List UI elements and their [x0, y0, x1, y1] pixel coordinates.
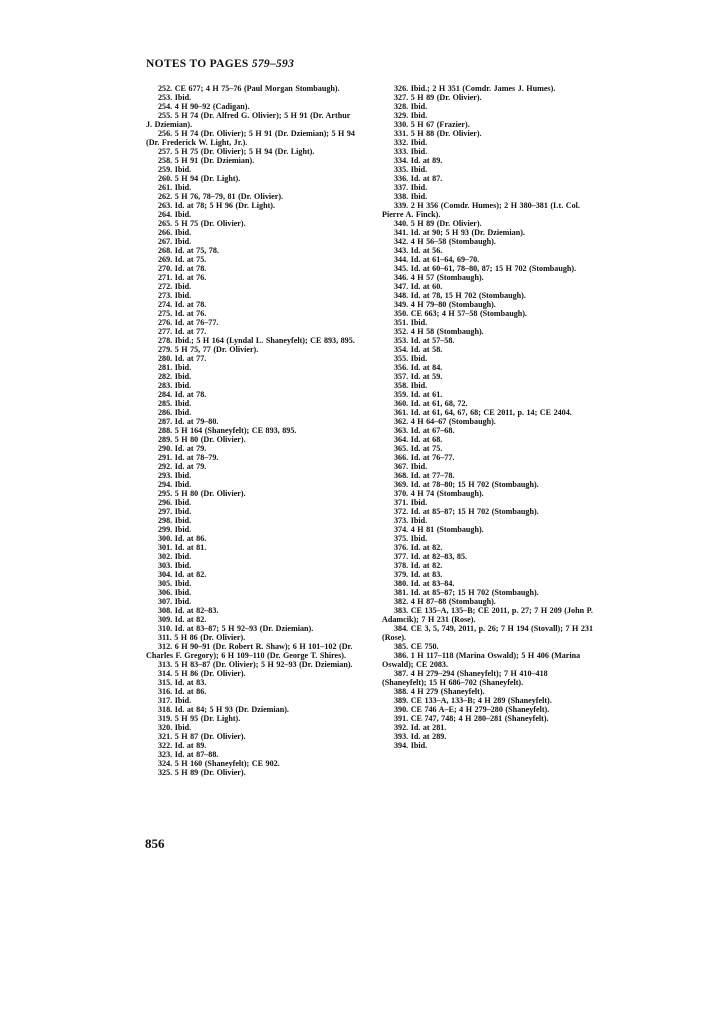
footnote-entry: 346. 4 H 57 (Stombaugh). [394, 273, 484, 282]
footnote-entry: 270. Id. at 78. [158, 264, 207, 273]
footnote-entry: 277. Id. at 77. [158, 327, 207, 336]
footnote-entry: 367. Ibid. [394, 462, 428, 471]
footnote-entry: 347. Id. at 60. [394, 282, 443, 291]
footnote-entry: 288. 5 H 164 (Shaneyfelt); CE 893, 895. [158, 426, 297, 435]
footnote-entry: 259. Ibid. [158, 165, 192, 174]
footnote-entry: 333. Ibid. [394, 147, 428, 156]
footnote-entry: 299. Ibid. [158, 525, 192, 534]
footnote-entry: 393. Id. at 289. [394, 732, 447, 741]
footnote-entry: 356. Id. at 84. [394, 363, 443, 372]
footnote-entry: 283. Ibid. [158, 381, 192, 390]
footnote-entry: 295. 5 H 80 (Dr. Olivier). [158, 489, 246, 498]
footnote-entry: 376. Id. at 82. [394, 543, 443, 552]
footnote-entry: 254. 4 H 90–92 (Cadigan). [158, 102, 250, 111]
notes-column-right [382, 84, 594, 750]
footnote-entry: 321. 5 H 87 (Dr. Olivier). [158, 732, 246, 741]
footnote-entry: 352. 4 H 58 (Stombaugh). [394, 327, 484, 336]
footnote-entry: 328. Ibid. [394, 102, 428, 111]
footnote-entry: 392. Id. at 281. [394, 723, 447, 732]
footnote-entry: 325. 5 H 89 (Dr. Olivier). [158, 768, 246, 777]
footnote-entry: 362. 4 H 64–67 (Stombaugh). [394, 417, 496, 426]
footnote-entry: 315. Id. at 83. [158, 678, 207, 687]
footnote-entry: 329. Ibid. [394, 111, 428, 120]
footnote-entry: 355. Ibid. [394, 354, 428, 363]
footnote-entry: 261. Ibid. [158, 183, 192, 192]
footnote-entry: 303. Ibid. [158, 561, 192, 570]
footnote-entry: 361. Id. at 61, 64, 67, 68; CE 2011, p. 14; CE 2404. [394, 408, 572, 417]
footnote-entry: 294. Ibid. [158, 480, 192, 489]
footnote-entry: 358. Ibid. [394, 381, 428, 390]
footnote-entry: 297. Ibid. [158, 507, 192, 516]
footnote-entry: 320. Ibid. [158, 723, 192, 732]
footnote-entry: 264. Ibid. [158, 210, 192, 219]
footnote-entry: 308. Id. at 82–83. [158, 606, 219, 615]
footnote-entry: 378. Id. at 82. [394, 561, 443, 570]
footnote-entry: 342. 4 H 56–58 (Stombaugh). [394, 237, 496, 246]
footnote-entry: 316. Id. at 86. [158, 687, 207, 696]
footnote-entry: 382. 4 H 87–88 (Stombaugh). [394, 597, 496, 606]
footnote-entry: 290. Id. at 79. [158, 444, 207, 453]
footnote-entry: 343. Id. at 56. [394, 246, 443, 255]
footnote-entry: 298. Ibid. [158, 516, 192, 525]
footnote-entry: 332. Ibid. [394, 138, 428, 147]
footnote-entry: 350. CE 663; 4 H 57–58 (Stombaugh). [394, 309, 527, 318]
footnote-entry: 313. 5 H 83–87 (Dr. Olivier); 5 H 92–93 (Dr. Dziemian). [158, 660, 353, 669]
footnote-entry: 272. Ibid. [158, 282, 192, 291]
footnote-entry: 286. Ibid. [158, 408, 192, 417]
footnote-entry: 353. Id. at 57–58. [394, 336, 455, 345]
footnote-entry: 317. Ibid. [158, 696, 192, 705]
footnote-entry: 337. Ibid. [394, 183, 428, 192]
footnote-entry: 273. Ibid. [158, 291, 192, 300]
footnote-entry: 379. Id. at 83. [394, 570, 443, 579]
footnote-entry: 348. Id. at 78, 15 H 702 (Stombaugh). [394, 291, 526, 300]
footnote-entry: 284. Id. at 78. [158, 390, 207, 399]
footnote-entry: 390. CE 746 A–E; 4 H 279–280 (Shaneyfelt). [394, 705, 550, 714]
footnote-entry: 366. Id. at 76–77. [394, 453, 455, 462]
footnote-entry: 386. 1 H 117–118 (Marina Oswald); 5 H 406 (Marina Oswald); CE 2083. [382, 651, 581, 669]
footnote-entry: 340. 5 H 89 (Dr. Olivier). [394, 219, 482, 228]
footnote-entry: 359. Id. at 61. [394, 390, 443, 399]
footnote-entry: 310. Id. at 83–87; 5 H 92–93 (Dr. Dziemian). [158, 624, 314, 633]
footnote-entry: 334. Id. at 89. [394, 156, 443, 165]
footnote-entry: 291. Id. at 78–79. [158, 453, 219, 462]
footnote-entry: 280. Id. at 77. [158, 354, 207, 363]
footnote-entry: 274. Id. at 78. [158, 300, 207, 309]
footnote-entry: 311. 5 H 86 (Dr. Olivier). [158, 633, 246, 642]
footnote-entry: 301. Id. at 81. [158, 543, 207, 552]
footnote-entry: 269. Id. at 75. [158, 255, 207, 264]
footnote-entry: 385. CE 750. [394, 642, 439, 651]
footnote-entry: 388. 4 H 279 (Shaneyfelt). [394, 687, 485, 696]
footnote-entry: 384. CE 3, 5, 749, 2011, p. 26; 7 H 194 (Stovall); 7 H 231 (Rose). [382, 624, 594, 642]
footnote-entry: 258. 5 H 91 (Dr. Dziemian). [158, 156, 255, 165]
header-title: NOTES TO PAGES [146, 58, 249, 70]
footnote-entry: 369. Id. at 78–80; 15 H 702 (Stombaugh). [394, 480, 539, 489]
footnote-entry: 344. Id. at 61–64, 69–70. [394, 255, 480, 264]
footnote-entry: 326. Ibid.; 2 H 351 (Comdr. James J. Humes). [394, 84, 556, 93]
footnote-entry: 372. Id. at 85–87; 15 H 702 (Stombaugh). [394, 507, 539, 516]
footnote-entry: 383. CE 135–A, 135–B; CE 2011, p. 27; 7 H 209 (John P. Adamcik); 7 H 231 (Rose). [382, 606, 593, 624]
footnote-entry: 368. Id. at 77–78. [394, 471, 455, 480]
footnote-entry: 391. CE 747, 748; 4 H 280–281 (Shaneyfelt). [394, 714, 549, 723]
footnote-entry: 373. Ibid. [394, 516, 428, 525]
footnote-entry: 365. Id. at 75. [394, 444, 443, 453]
page-number: 856 [145, 836, 165, 851]
header-page-range: 579–593 [251, 58, 295, 70]
footnote-entry: 312. 6 H 90–91 (Dr. Robert R. Shaw); 6 H 101–102 (Dr. Charles F. Gregory); 6 H 109–110 (Dr. George T. Shires). [146, 642, 353, 660]
footnote-entry: 257. 5 H 75 (Dr. Olivier); 5 H 94 (Dr. Light). [158, 147, 315, 156]
footnote-entry: 374. 4 H 81 (Stombaugh). [394, 525, 484, 534]
footnote-entry: 266. Ibid. [158, 228, 192, 237]
footnote-entry: 319. 5 H 95 (Dr. Light). [158, 714, 241, 723]
footnote-entry: 309. Id. at 82. [158, 615, 207, 624]
footnote-entry: 370. 4 H 74 (Stombaugh). [394, 489, 484, 498]
footnote-entry: 282. Ibid. [158, 372, 192, 381]
footnote-entry: 289. 5 H 80 (Dr. Olivier). [158, 435, 246, 444]
footnote-entry: 278. Ibid.; 5 H 164 (Lyndal L. Shaneyfelt); CE 893, 895. [158, 336, 355, 345]
footnote-entry: 285. Ibid. [158, 399, 192, 408]
footnote-entry: 262. 5 H 76, 78–79, 81 (Dr. Olivier). [158, 192, 284, 201]
footnote-entry: 252. CE 677; 4 H 75–76 (Paul Morgan Stombaugh). [158, 84, 340, 93]
footnote-entry: 260. 5 H 94 (Dr. Light). [158, 174, 241, 183]
footnote-entry: 363. Id. at 67–68. [394, 426, 455, 435]
footnote-entry: 296. Ibid. [158, 498, 192, 507]
footnote-entry: 265. 5 H 75 (Dr. Olivier). [158, 219, 246, 228]
footnote-entry: 360. Id. at 61, 68, 72. [394, 399, 468, 408]
footnote-entry: 380. Id. at 83–84. [394, 579, 455, 588]
footnote-entry: 375. Ibid. [394, 534, 428, 543]
footnote-entry: 349. 4 H 79–80 (Stombaugh). [394, 300, 496, 309]
footnote-entry: 293. Ibid. [158, 471, 192, 480]
footnote-entry: 253. Ibid. [158, 93, 192, 102]
notes-column-left [146, 84, 358, 777]
footnote-entry: 300. Id. at 86. [158, 534, 207, 543]
footnote-entry: 387. 4 H 279–294 (Shaneyfelt); 7 H 410–418 (Shaneyfelt); 15 H 686–702 (Shaneyfelt). [382, 669, 548, 687]
footnote-entry: 281. Ibid. [158, 363, 192, 372]
footnote-entry: 276. Id. at 76–77. [158, 318, 219, 327]
footnote-entry: 341. Id. at 90; 5 H 93 (Dr. Dziemian). [394, 228, 525, 237]
footnote-entry: 339. 2 H 356 (Comdr. Humes); 2 H 380–381 (Lt. Col. Pierre A. Finck). [382, 201, 580, 219]
footnote-entry: 338. Ibid. [394, 192, 428, 201]
footnote-entry: 302. Ibid. [158, 552, 192, 561]
footnote-entry: 279. 5 H 75, 77 (Dr. Olivier). [158, 345, 259, 354]
footnote-entry: 314. 5 H 86 (Dr. Olivier). [158, 669, 246, 678]
footnote-entry: 322. Id. at 89. [158, 741, 207, 750]
footnote-entry: 381. Id. at 85–87; 15 H 702 (Stombaugh). [394, 588, 539, 597]
running-header [146, 58, 294, 70]
footnote-entry: 357. Id. at 59. [394, 372, 443, 381]
footnote-entry: 324. 5 H 160 (Shaneyfelt); CE 902. [158, 759, 280, 768]
footnote-entry: 364. Id. at 68. [394, 435, 443, 444]
footnote-entry: 371. Ibid. [394, 498, 428, 507]
footnote-entry: 336. Id. at 87. [394, 174, 443, 183]
footnote-entry: 255. 5 H 74 (Dr. Alfred G. Olivier); 5 H 91 (Dr. Arthur J. Dziemian). [146, 111, 351, 129]
footnote-entry: 394. Ibid. [394, 741, 428, 750]
footnote-entry: 330. 5 H 67 (Frazier). [394, 120, 470, 129]
footnote-entry: 263. Id. at 78; 5 H 96 (Dr. Light). [158, 201, 276, 210]
footnote-entry: 275. Id. at 76. [158, 309, 207, 318]
footnote-entry: 267. Ibid. [158, 237, 192, 246]
footnote-entry: 256. 5 H 74 (Dr. Olivier); 5 H 91 (Dr. Dziemian); 5 H 94 (Dr. Frederick W. Light, Jr.). [146, 129, 355, 147]
footnote-entry: 354. Id. at 58. [394, 345, 443, 354]
footnote-entry: 389. CE 133–A, 133–B; 4 H 289 (Shaneyfelt). [394, 696, 552, 705]
footnote-entry: 306. Ibid. [158, 588, 192, 597]
footnote-entry: 271. Id. at 76. [158, 273, 207, 282]
footnote-entry: 318. Id. at 84; 5 H 93 (Dr. Dziemian). [158, 705, 289, 714]
footnote-entry: 268. Id. at 75, 78. [158, 246, 219, 255]
footnote-entry: 377. Id. at 82–83, 85. [394, 552, 468, 561]
footnote-entry: 327. 5 H 89 (Dr. Olivier). [394, 93, 482, 102]
footnote-entry: 323. Id. at 87–88. [158, 750, 219, 759]
footnote-entry: 351. Ibid. [394, 318, 428, 327]
footnote-entry: 304. Id. at 82. [158, 570, 207, 579]
footnote-entry: 335. Ibid. [394, 165, 428, 174]
footnote-entry: 305. Ibid. [158, 579, 192, 588]
footnote-entry: 307. Ibid. [158, 597, 192, 606]
footnote-entry: 331. 5 H 88 (Dr. Olivier). [394, 129, 482, 138]
footnote-entry: 292. Id. at 79. [158, 462, 207, 471]
footnote-entry: 287. Id. at 79–80. [158, 417, 219, 426]
footnote-entry: 345. Id. at 60–61, 78–80, 87; 15 H 702 (Stombaugh). [394, 264, 577, 273]
